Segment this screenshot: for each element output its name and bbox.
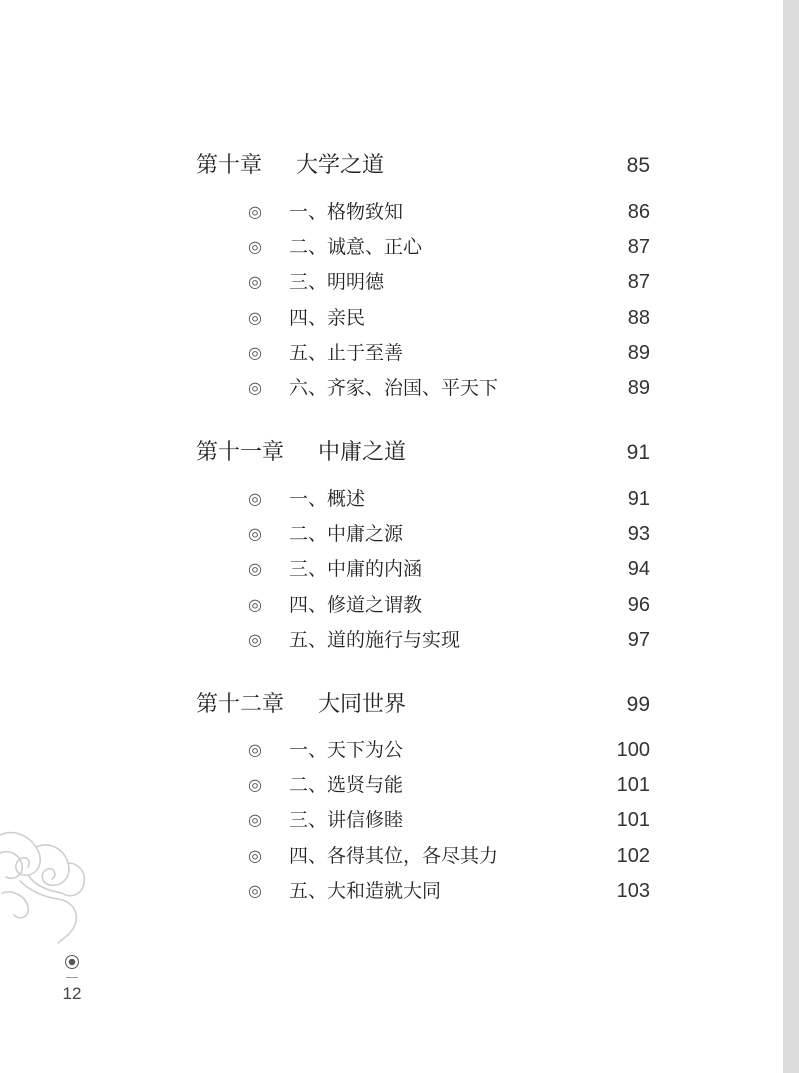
section-title: 五、大和造就大同 bbox=[289, 880, 442, 902]
section-row[interactable] bbox=[0, 230, 799, 264]
section-page-number: 100 bbox=[616, 739, 650, 761]
chapter-page-number: 85 bbox=[626, 154, 650, 177]
bullet-icon: ◎ bbox=[248, 846, 262, 865]
section-title: 二、诚意、正心 bbox=[289, 236, 423, 258]
section-page-number: 87 bbox=[627, 271, 650, 293]
section-title: 三、讲信修睦 bbox=[289, 809, 404, 831]
section-row[interactable] bbox=[0, 588, 799, 622]
chapter-row[interactable] bbox=[0, 688, 799, 722]
bullet-icon: ◎ bbox=[248, 378, 262, 397]
bullet-icon: ◎ bbox=[248, 308, 262, 327]
chapter-row[interactable] bbox=[0, 149, 799, 183]
section-row[interactable] bbox=[0, 371, 799, 405]
section-page-number: 87 bbox=[627, 236, 650, 258]
bullet-icon: ◎ bbox=[248, 775, 262, 794]
bullet-icon: ◎ bbox=[248, 202, 262, 221]
section-page-number: 86 bbox=[627, 201, 650, 223]
bullet-icon: ◎ bbox=[248, 559, 262, 578]
chapter-title: 大同世界 bbox=[318, 692, 407, 717]
section-page-number: 101 bbox=[616, 809, 650, 831]
chapter-number: 第十二章 bbox=[196, 692, 285, 717]
section-page-number: 91 bbox=[627, 488, 650, 510]
section-row[interactable] bbox=[0, 195, 799, 229]
bullet-icon: ◎ bbox=[248, 237, 262, 256]
section-row[interactable] bbox=[0, 265, 799, 299]
section-row[interactable] bbox=[0, 336, 799, 370]
section-title: 一、天下为公 bbox=[289, 739, 404, 761]
section-title: 四、各得其位，各尽其力 bbox=[289, 845, 499, 867]
bullet-icon: ◎ bbox=[248, 524, 262, 543]
cloud-ornament-icon bbox=[0, 805, 100, 945]
section-title: 六、齐家、治国、平天下 bbox=[289, 377, 499, 399]
chapter-row[interactable] bbox=[0, 436, 799, 470]
section-title: 五、止于至善 bbox=[289, 342, 404, 364]
bullet-icon: ◎ bbox=[248, 740, 262, 759]
bullet-icon: ◎ bbox=[248, 489, 262, 508]
section-page-number: 103 bbox=[616, 880, 650, 902]
section-page-number: 88 bbox=[627, 307, 650, 329]
section-row[interactable] bbox=[0, 803, 799, 837]
section-title: 二、选贤与能 bbox=[289, 774, 404, 796]
section-row[interactable] bbox=[0, 517, 799, 551]
bullet-icon: ◎ bbox=[248, 272, 262, 291]
section-page-number: 94 bbox=[627, 558, 650, 580]
folio-divider bbox=[66, 977, 78, 978]
section-title: 四、亲民 bbox=[289, 307, 366, 329]
bullet-icon: ◎ bbox=[248, 630, 262, 649]
chapter-number: 第十章 bbox=[196, 153, 263, 178]
section-row[interactable] bbox=[0, 768, 799, 802]
bullet-icon: ◎ bbox=[248, 810, 262, 829]
section-title: 三、中庸的内涵 bbox=[289, 558, 423, 580]
section-title: 五、道的施行与实现 bbox=[289, 629, 461, 651]
section-title: 四、修道之谓教 bbox=[289, 594, 423, 616]
bullet-icon: ◎ bbox=[248, 595, 262, 614]
section-page-number: 89 bbox=[627, 377, 650, 399]
chapter-page-number: 99 bbox=[626, 693, 650, 716]
bullet-icon: ◎ bbox=[248, 343, 262, 362]
section-page-number: 96 bbox=[627, 594, 650, 616]
section-row[interactable] bbox=[0, 552, 799, 586]
section-title: 一、格物致知 bbox=[289, 201, 404, 223]
chapter-title: 大学之道 bbox=[296, 153, 385, 178]
section-title: 一、概述 bbox=[289, 488, 366, 510]
section-page-number: 93 bbox=[627, 523, 650, 545]
section-row[interactable] bbox=[0, 301, 799, 335]
section-page-number: 89 bbox=[627, 342, 650, 364]
section-row[interactable] bbox=[0, 839, 799, 873]
section-page-number: 101 bbox=[616, 774, 650, 796]
bullet-icon: ◎ bbox=[248, 881, 262, 900]
section-row[interactable] bbox=[0, 874, 799, 908]
section-page-number: 97 bbox=[627, 629, 650, 651]
section-row[interactable] bbox=[0, 733, 799, 767]
section-title: 二、中庸之源 bbox=[289, 523, 404, 545]
chapter-title: 中庸之道 bbox=[318, 440, 407, 465]
section-row[interactable] bbox=[0, 482, 799, 516]
chapter-page-number: 91 bbox=[626, 441, 650, 464]
page-marker-icon bbox=[64, 954, 80, 970]
section-title: 三、明明德 bbox=[289, 271, 385, 293]
section-page-number: 102 bbox=[616, 845, 650, 867]
section-row[interactable] bbox=[0, 623, 799, 657]
chapter-number: 第十一章 bbox=[196, 440, 285, 465]
page-number: 12 bbox=[62, 984, 82, 1003]
